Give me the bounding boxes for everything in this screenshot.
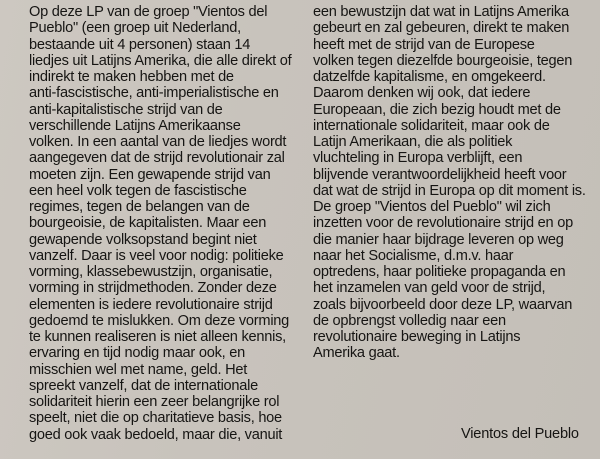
text-line: Pueblo" (een groep uit Nederland,: [29, 20, 241, 37]
text-line: speelt, niet die op charitatieve basis, hoe: [29, 410, 282, 427]
text-line: bestaande uit 4 personen) staan 14: [29, 36, 251, 53]
text-line: elementen is iedere revolutionaire strijd: [29, 296, 273, 313]
text-line: ervaring en tijd nodig maar ook, en: [29, 345, 245, 362]
text-line: De groep "Vientos del Pueblo" wil zich: [313, 199, 551, 215]
signature-band-name: Vientos del Pueblo: [461, 426, 579, 442]
text-line: internationale solidariteit, maar ook de: [313, 117, 550, 134]
text-line: een bewustzijn dat wat in Latijns Amerika: [313, 4, 569, 20]
text-line: een heel volk tegen de fascistische: [29, 182, 247, 199]
text-line: verschillende Latijns Amerikaanse: [29, 117, 241, 134]
text-line: gebeurt en zal gebeuren, direkt te maken: [313, 20, 570, 37]
text-line: Europeaan, die zich bezig houdt met de: [313, 101, 561, 118]
text-line: datzelfde kapitalisme, en omgekeerd.: [313, 69, 546, 85]
left-text-column: [29, 4, 301, 443]
text-line: blijvende verantwoordelijkheid heeft voor: [313, 166, 567, 183]
text-line: die manier haar bijdrage leveren op weg: [313, 231, 564, 248]
text-line: vorming in strijdmethoden. Zonder deze: [29, 280, 277, 297]
text-line: vorming, klassebewustzijn, organisatie,: [29, 264, 273, 280]
text-line: Daarom denken wij ook, dat iedere: [313, 85, 531, 102]
text-line: goed ook vaak bedoeld, maar die, vanuit: [29, 426, 283, 443]
right-text-column: [313, 4, 595, 362]
text-line: het inzamelen van geld voor de strijd,: [313, 280, 546, 297]
text-line: Latijn Amerikaan, die als politiek: [313, 134, 513, 150]
text-line: zoals bijvoorbeeld door deze LP, waarvan: [313, 296, 573, 313]
text-line: inzetten voor de revolutionaire strijd en op: [313, 215, 573, 232]
text-line: anti-fascistische, anti-imperialistische en: [29, 85, 279, 102]
text-line: aangegeven dat de strijd revolutionair zal: [29, 150, 285, 167]
text-line: bourgeoisie, de kapitalisten. Maar een: [29, 215, 267, 232]
text-line: Amerika gaat.: [313, 345, 400, 362]
text-line: regimes, tegen de belangen van de: [29, 199, 250, 215]
text-line: spreekt vanzelf, dat de internationale: [29, 377, 259, 394]
text-line: naar het Socialisme, d.m.v. haar: [313, 247, 514, 264]
text-line: volken. In een aantal van de liedjes wordt: [29, 134, 287, 150]
text-line: te kunnen realiseren is niet alleen kennis,: [29, 329, 286, 345]
text-line: gedoemd te mislukken. Om deze vorming: [29, 312, 290, 329]
text-line: solidariteit hierin een zeer belangrijke rol: [29, 394, 280, 410]
text-line: optredens, haar politieke propaganda en: [313, 264, 566, 280]
text-line: volken tegen diezelfde bourgeoisie, tegen: [313, 52, 573, 69]
text-line: liedjes uit Latijns Amerika, die alle direkt of: [29, 52, 292, 69]
text-line: de opbrengst volledig naar een: [313, 312, 506, 329]
text-line: dat wat de strijd in Europa op dit moment is.: [313, 182, 586, 199]
text-line: Op deze LP van de groep "Vientos del: [29, 4, 268, 20]
text-line: misschien wel met name, geld. Het: [29, 361, 248, 378]
text-line: moeten zijn. Een gewapende strijd van: [29, 166, 271, 183]
text-line: vanzelf. Daar is veel voor nodig: politieke: [29, 247, 284, 264]
text-line: vluchteling in Europa verblijft, een: [313, 150, 523, 167]
text-line: indirekt te maken hebben met de: [29, 69, 234, 85]
text-line: revolutionaire beweging in Latijns: [313, 329, 521, 345]
text-line: anti-kapitalistische strijd van de: [29, 101, 223, 118]
text-line: gewapende volksopstand begint niet: [29, 231, 257, 248]
text-line: heeft met de strijd van de Europese: [313, 36, 535, 53]
